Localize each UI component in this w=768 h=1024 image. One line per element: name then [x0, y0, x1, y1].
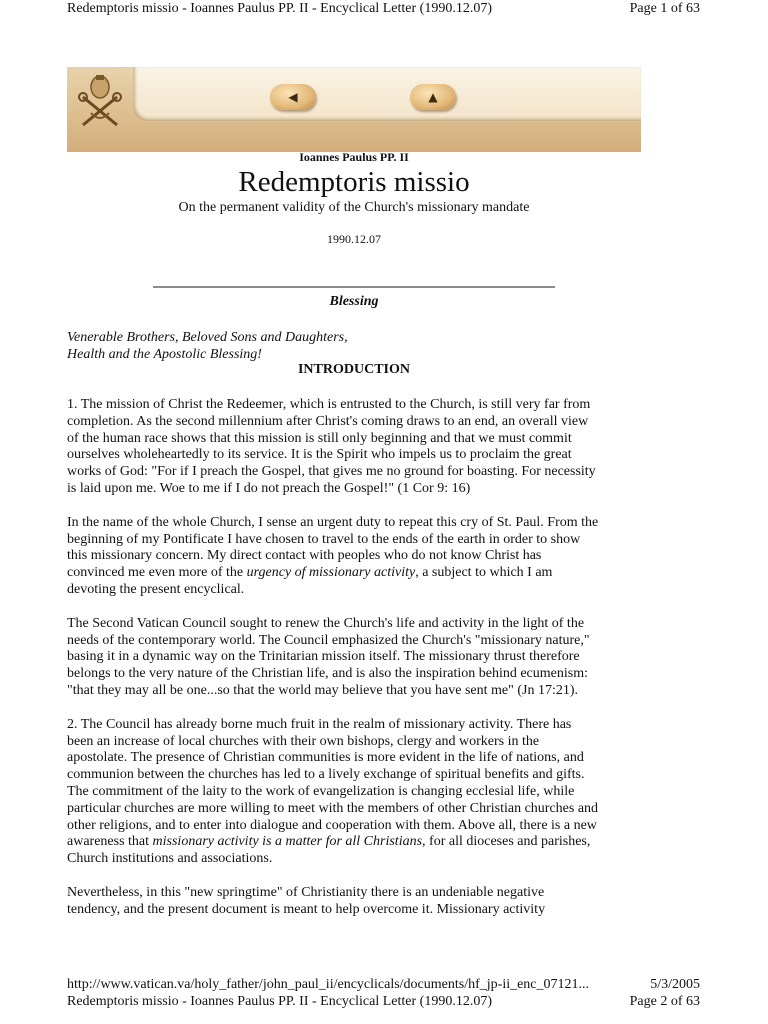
text-run: convinced me even more of the: [67, 565, 247, 581]
divider: [153, 286, 555, 288]
paragraph: [67, 885, 647, 919]
text-line: 1. The mission of Christ the Redeemer, which is entrusted to the Church, is still very far from: [67, 397, 591, 412]
text-line: particular churches are more willing to meet with the members of other Christian churches and: [67, 800, 599, 816]
text-line: is laid upon me. Woe to me if I do not preach the Gospel!" (1 Cor 9: 16): [67, 480, 471, 496]
salutation: [67, 329, 348, 363]
document-date: 1990.12.07: [327, 232, 381, 246]
papal-coat-of-arms-icon: [71, 73, 129, 131]
next-page-header-title: Redemptoris missio - Ioannes Paulus PP. II - Encyclical Letter (1990.12.07): [67, 994, 492, 1009]
arrow-up-icon: ▲: [428, 90, 438, 104]
text-line: ourselves wholeheartedly to its service. It is the Spirit who impels us to proclaim the great: [67, 447, 572, 463]
paragraph: [67, 717, 647, 868]
blessing-heading: Blessing: [329, 294, 379, 309]
text-line: beginning of my Pontificate I have chosen to travel to the ends of the earth in order to show: [67, 531, 581, 547]
next-page-header-page: Page 2 of 63: [629, 994, 700, 1009]
document-body: [67, 397, 647, 936]
emphasis-missionary-activity: missionary activity is a matter for all Christians: [152, 834, 423, 850]
up-button[interactable]: [410, 84, 456, 110]
text-line: apostolate. The presence of Christian communities is more evident in the life of nations, and: [67, 750, 584, 766]
text-line: tendency, and the present document is meant to help overcome it. Missionary activity: [67, 901, 546, 917]
text-line: devoting the present encyclical.: [67, 581, 245, 597]
text-line: In the name of the whole Church, I sense an urgent duty to repeat this cry of St. Paul. From the: [67, 514, 599, 530]
print-header: [67, 1, 700, 17]
salutation-line: Venerable Brothers, Beloved Sons and Daughters,: [67, 330, 348, 345]
document-title: Redemptoris missio: [238, 166, 470, 198]
source-url: http://www.vatican.va/holy_father/john_paul_ii/encyclicals/documents/hf_jp-ii_enc_07121...: [67, 977, 590, 992]
text-line: The Second Vatican Council sought to renew the Church's life and activity in the light of the: [67, 615, 585, 631]
print-header-page: Page 1 of 63: [629, 1, 700, 16]
paragraph: [67, 515, 647, 599]
text-line: belongs to the very nature of the Christian life, and is also the inspiration behind ecumenism:: [67, 666, 588, 682]
text-line: completion. As the second millennium after Christ's coming draws to an end, an overall view: [67, 413, 589, 429]
text-line: basing it in a dynamic way on the Trinitarian mission itself. The missionary thrust therefore: [67, 649, 580, 665]
banner-panel: [133, 67, 641, 121]
text-line: of the human race shows that this mission is still only beginning and that we must commit: [67, 430, 572, 446]
document-author: Ioannes Paulus PP. II: [299, 150, 409, 164]
text-line: communion between the churches has led to a lively exchange of spiritual benefits and gifts.: [67, 767, 585, 783]
vatican-banner: [67, 67, 641, 152]
arrow-left-icon: ◀: [288, 90, 298, 104]
text-run: awareness that: [67, 834, 153, 850]
text-line: Church institutions and associations.: [67, 851, 273, 867]
text-line: [67, 565, 647, 582]
text-line: works of God: "For if I preach the Gospel, that gives me no ground for boasting. For necessity: [67, 464, 596, 480]
print-header-title: Redemptoris missio - Ioannes Paulus PP. II - Encyclical Letter (1990.12.07): [67, 1, 492, 16]
next-page-header: [67, 994, 700, 1010]
print-footer: [67, 977, 700, 993]
paragraph: [67, 397, 647, 498]
print-date: 5/3/2005: [650, 977, 700, 992]
text-line: been an increase of local churches with their own bishops, clergy and workers in the: [67, 733, 540, 749]
text-line: needs of the contemporary world. The Council emphasized the Church's "missionary nature,": [67, 632, 590, 648]
text-line: "that they may all be one...so that the world may believe that you have sent me" (Jn 17:21).: [67, 682, 579, 698]
text-run: , for all dioceses and parishes,: [422, 834, 591, 850]
document-subtitle: On the permanent validity of the Church's missionary mandate: [178, 200, 530, 215]
salutation-line: Health and the Apostolic Blessing!: [67, 347, 262, 362]
text-run: , a subject to which I am: [415, 565, 553, 581]
paragraph: [67, 616, 647, 700]
text-line: [67, 834, 647, 851]
text-line: other religions, and to enter into dialogue and cooperation with them. Above all, there is a new: [67, 817, 597, 833]
text-line: The commitment of the laity to the work of evangelization is changing ecclesial life, while: [67, 783, 575, 799]
back-button[interactable]: [270, 84, 316, 110]
text-line: Nevertheless, in this "new springtime" of Christianity there is an undeniable negative: [67, 884, 545, 900]
text-line: this missionary concern. My direct contact with peoples who do not know Christ has: [67, 548, 542, 564]
text-line: 2. The Council has already borne much fruit in the realm of missionary activity. There has: [67, 716, 572, 732]
emphasis-urgency: urgency of missionary activity: [246, 565, 416, 581]
introduction-heading: INTRODUCTION: [297, 362, 410, 377]
